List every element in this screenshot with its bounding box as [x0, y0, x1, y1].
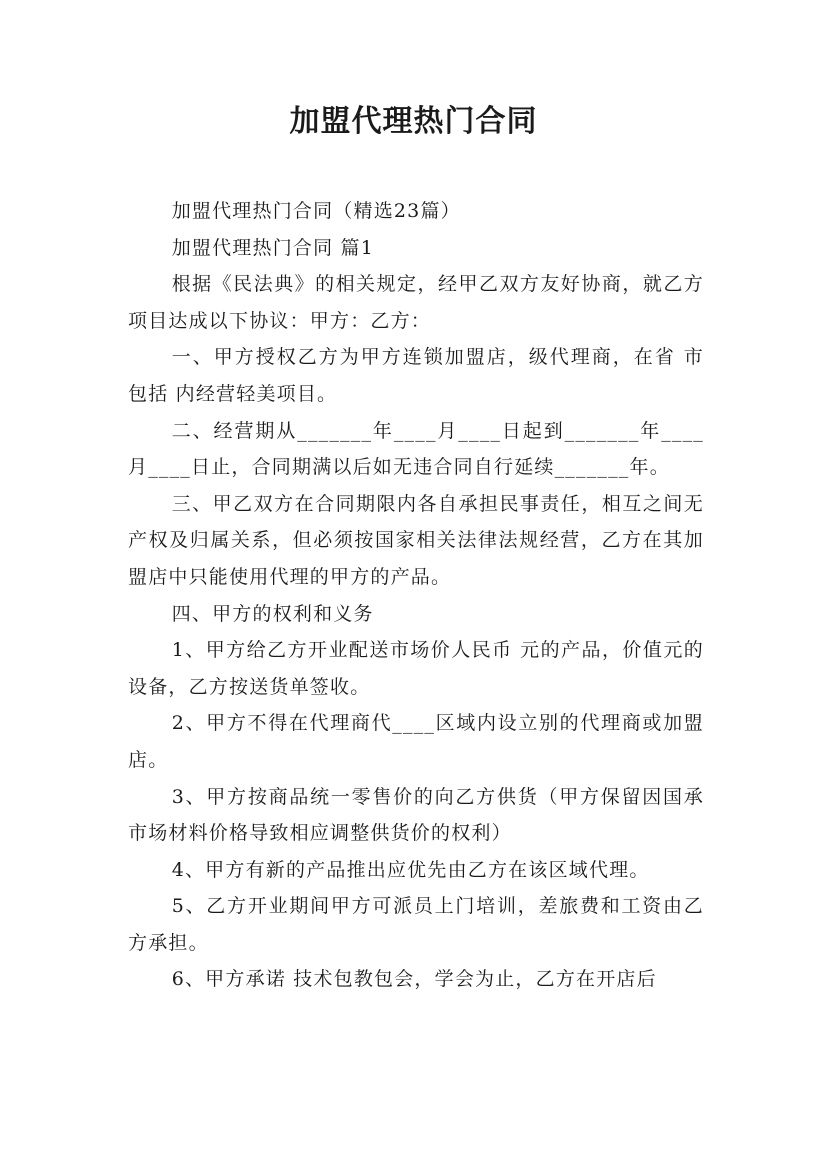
paragraph-preamble: 根据《民法典》的相关规定，经甲乙双方友好协商，就乙方 项目达成以下协议：甲方：乙方：	[128, 273, 712, 332]
paragraph-item-6: 6、甲方承诺 技术包教包会，学会为止，乙方在开店后	[171, 968, 657, 991]
paragraph-clause-2: 二、经营期从_______年____月____日起到_______年____月____日止，合同期满以后如无违合同自行延续_______年。	[128, 419, 704, 479]
paragraph-item-5: 5、乙方开业期间甲方可派员上门培训，差旅费和工资由乙方承担。	[128, 895, 704, 954]
document-title: 加盟代理热门合同	[289, 104, 538, 139]
paragraph-item-2: 2、甲方不得在代理商代____区域内设立别的代理商或加盟店。	[128, 712, 704, 771]
paragraph-item-1: 1、甲方给乙方开业配送市场价人民币 元的产品，价值元的设备，乙方按送货单签收。	[128, 639, 704, 698]
paragraph-item-3: 3、甲方按商品统一零售价的向乙方供货（甲方保留因国承市场材料价格导致相应调整供货价的权利）	[128, 785, 704, 845]
paragraph-heading-part-1: 加盟代理热门合同 篇1	[171, 236, 375, 259]
paragraph-clause-1: 一、甲方授权乙方为甲方连锁加盟店，级代理商，在省 市包括 内经营轻美项目。	[128, 346, 704, 405]
paragraph-clause-4-heading: 四、甲方的权利和义务	[171, 602, 374, 625]
paragraph-heading-collection: 加盟代理热门合同（精选23篇）	[171, 200, 461, 222]
document-body	[128, 193, 712, 998]
paragraph-clause-3: 三、甲乙双方在合同期限内各自承担民事责任，相互之间无产权及归属关系，但必须按国家相关法律法规经营，乙方在其加盟店中只能使用代理的甲方的产品。	[128, 492, 704, 588]
paragraph-item-4: 4、甲方有新的产品推出应优先由乙方在该区域代理。	[171, 858, 650, 881]
